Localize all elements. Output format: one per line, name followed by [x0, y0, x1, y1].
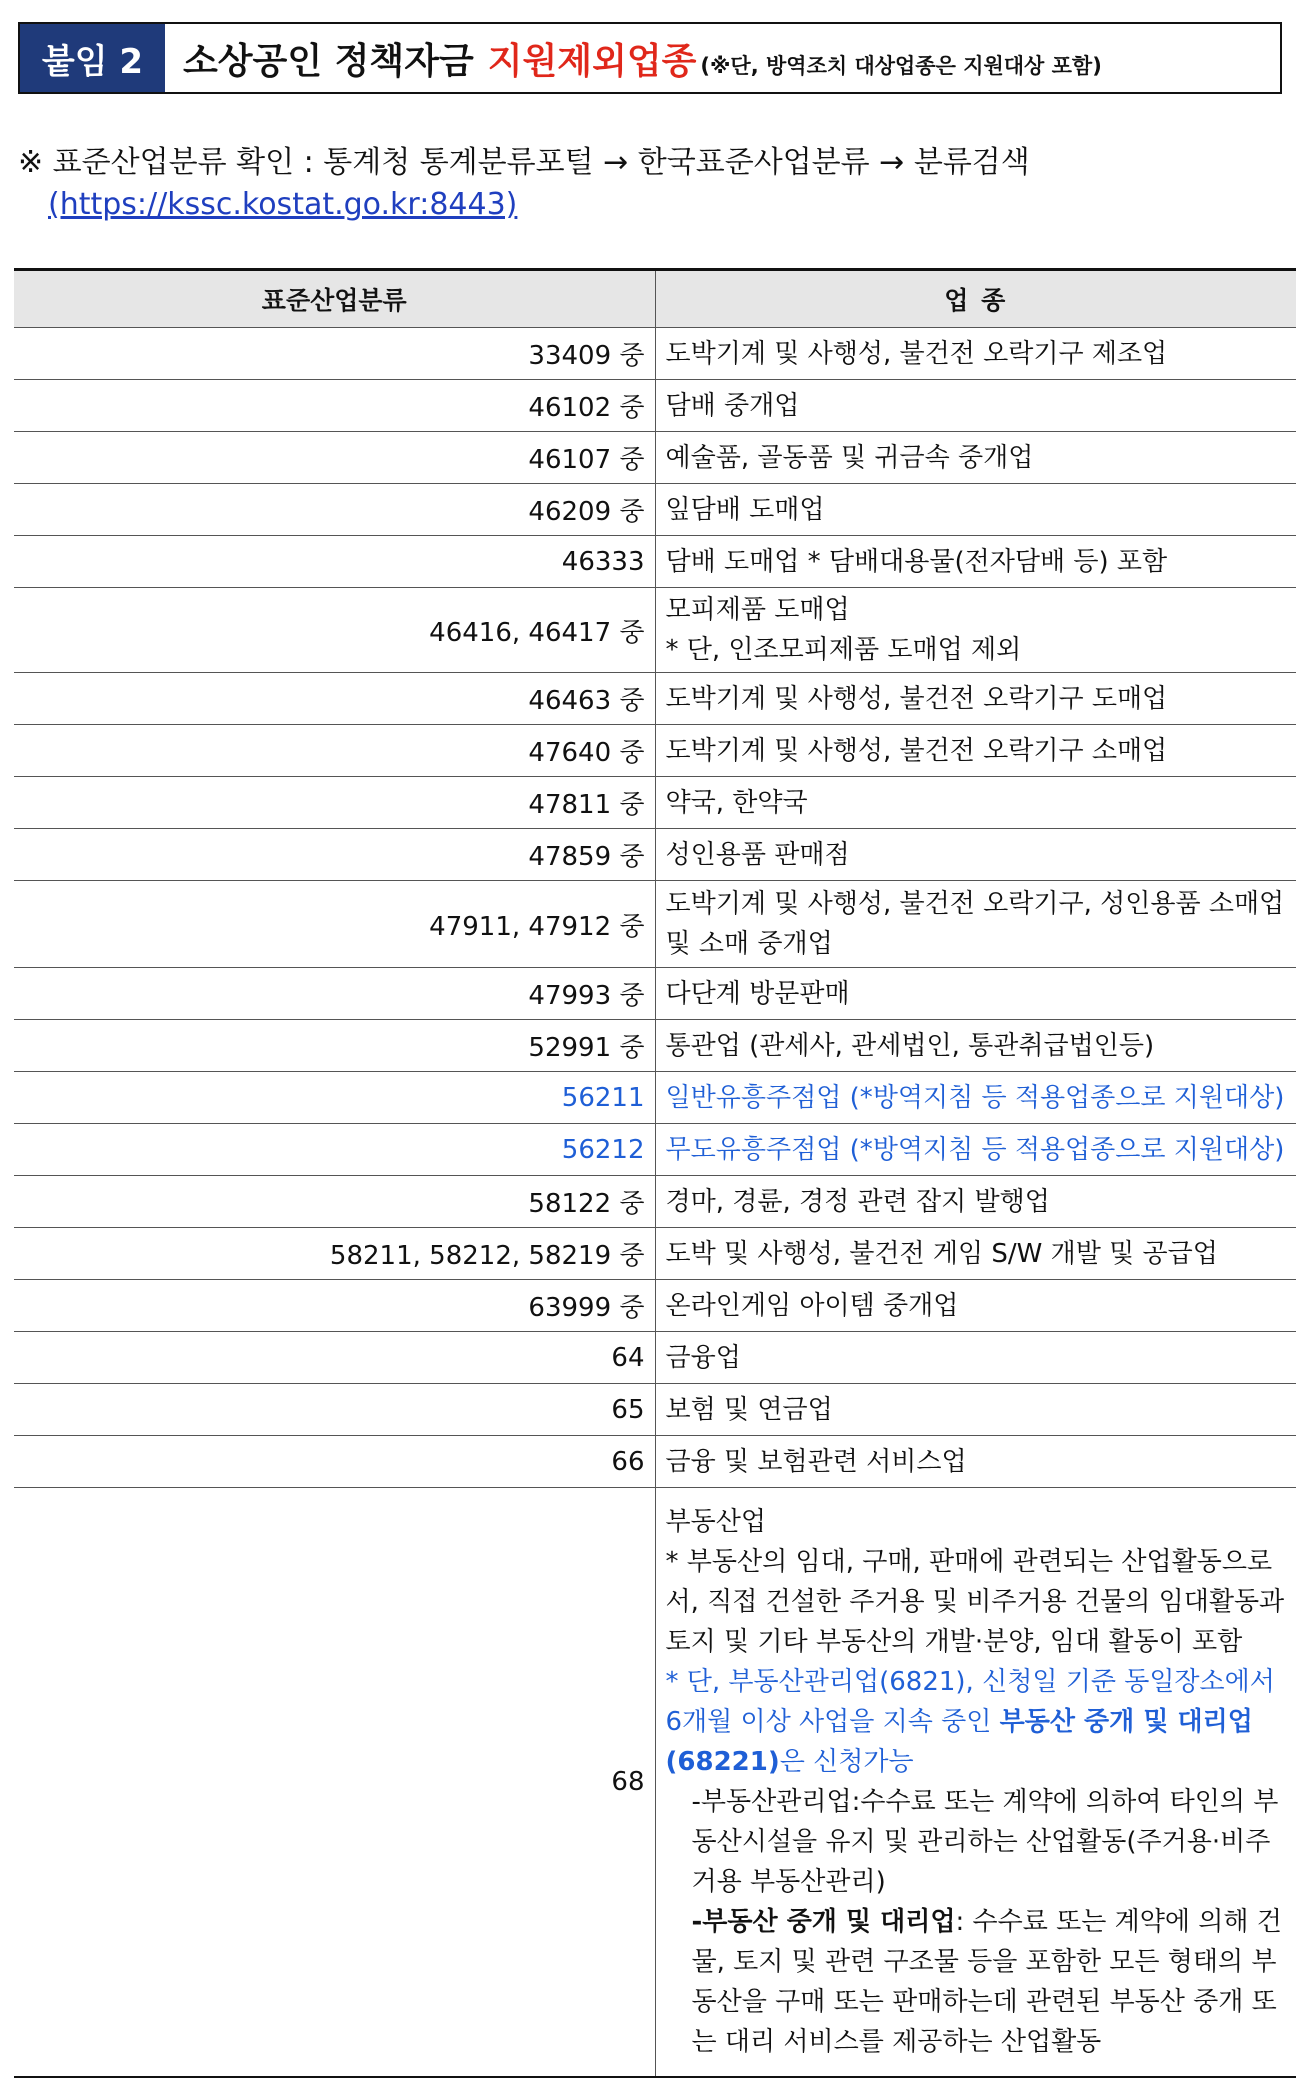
code-cell: 58122 중	[14, 1176, 655, 1228]
desc-cell: 다단계 방문판매	[655, 968, 1296, 1020]
desc-cell: 성인용품 판매점	[655, 829, 1296, 881]
table-row	[14, 1488, 1296, 2078]
desc-cell: 모피제품 도매업 * 단, 인조모피제품 도매업 제외	[655, 588, 1296, 673]
desc-cell: 도박기계 및 사행성, 불건전 오락기구, 성인용품 소매업 및 소매 중개업	[655, 881, 1296, 968]
table-row	[14, 484, 1296, 536]
desc-cell: 담배 중개업	[655, 380, 1296, 432]
table-row	[14, 1072, 1296, 1124]
code-cell: 47993 중	[14, 968, 655, 1020]
attachment-badge: 붙임 2	[20, 24, 165, 92]
desc-cell: 잎담배 도매업	[655, 484, 1296, 536]
page-title	[165, 33, 1102, 84]
table-row	[14, 673, 1296, 725]
code-cell: 46463 중	[14, 673, 655, 725]
header-industry: 업 종	[655, 270, 1296, 328]
table-header-row	[14, 270, 1296, 328]
header-code: 표준산업분류	[14, 270, 655, 328]
reference-note	[18, 142, 1288, 226]
table-row	[14, 432, 1296, 484]
table-row	[14, 1436, 1296, 1488]
desc-cell: 통관업 (관세사, 관세법인, 통관취급법인등)	[655, 1020, 1296, 1072]
desc-cell: 담배 도매업 * 담배대용물(전자담배 등) 포함	[655, 536, 1296, 588]
desc-cell: 도박기계 및 사행성, 불건전 오락기구 도매업	[655, 673, 1296, 725]
code-cell: 46416, 46417 중	[14, 588, 655, 673]
table-row	[14, 1332, 1296, 1384]
table-row	[14, 1020, 1296, 1072]
table-row	[14, 1280, 1296, 1332]
code-cell: 46102 중	[14, 380, 655, 432]
code-cell: 64	[14, 1332, 655, 1384]
real-estate-detail-2: -부동산 중개 및 대리업: 수수료 또는 계약에 의해 건물, 토지 및 관련 구조물 등을 포함한 모든 형태의 부동산을 구매 또는 판매하는데 관련된 부동산 중개 또는 대리 서비스를 제공하는 산업활동	[691, 1907, 1282, 2057]
real-estate-detail-1: -부동산관리업:수수료 또는 계약에 의하여 타인의 부동산시설을 유지 및 관리하는 산업활동(주거용·비주거용 부동산관리)	[691, 1787, 1279, 1897]
desc-cell: 보험 및 연금업	[655, 1384, 1296, 1436]
page-header	[18, 22, 1282, 94]
table-row	[14, 725, 1296, 777]
code-cell: 46107 중	[14, 432, 655, 484]
real-estate-bullet-2: * 단, 부동산관리업(6821), 신청일 기준 동일장소에서 6개월 이상 사업을 지속 중인 부동산 중개 및 대리업(68221)은 신청가능	[665, 1667, 1275, 1777]
code-cell: 47859 중	[14, 829, 655, 881]
desc-cell: 도박기계 및 사행성, 불건전 오락기구 소매업	[655, 725, 1296, 777]
code-cell: 46333	[14, 536, 655, 588]
table-row	[14, 1228, 1296, 1280]
table-row	[14, 1176, 1296, 1228]
code-cell: 47640 중	[14, 725, 655, 777]
desc-cell: 온라인게임 아이템 중개업	[655, 1280, 1296, 1332]
desc-cell: 약국, 한약국	[655, 777, 1296, 829]
code-cell: 56212	[14, 1124, 655, 1176]
desc-cell: 도박기계 및 사행성, 불건전 오락기구 제조업	[655, 328, 1296, 380]
code-cell: 66	[14, 1436, 655, 1488]
desc-cell: 무도유흥주점업 (*방역지침 등 적용업종으로 지원대상)	[655, 1124, 1296, 1176]
desc-cell: 예술품, 골동품 및 귀금속 중개업	[655, 432, 1296, 484]
table-row	[14, 968, 1296, 1020]
code-cell: 46209 중	[14, 484, 655, 536]
table-row	[14, 380, 1296, 432]
title-note: (※단, 방역조치 대상업종은 지원대상 포함)	[700, 53, 1102, 78]
table-row	[14, 1124, 1296, 1176]
desc-cell: 금융업	[655, 1332, 1296, 1384]
code-cell: 63999 중	[14, 1280, 655, 1332]
table-row	[14, 536, 1296, 588]
code-cell: 56211	[14, 1072, 655, 1124]
excluded-industries-table	[14, 268, 1296, 2078]
code-cell: 33409 중	[14, 328, 655, 380]
desc-cell: 금융 및 보험관련 서비스업	[655, 1436, 1296, 1488]
table-row	[14, 829, 1296, 881]
table-row	[14, 881, 1296, 968]
code-cell: 47911, 47912 중	[14, 881, 655, 968]
code-cell: 65	[14, 1384, 655, 1436]
desc-cell	[655, 1488, 1296, 2078]
table-row	[14, 328, 1296, 380]
code-cell: 52991 중	[14, 1020, 655, 1072]
desc-cell: 경마, 경륜, 경정 관련 잡지 발행업	[655, 1176, 1296, 1228]
desc-cell: 일반유흥주점업 (*방역지침 등 적용업종으로 지원대상)	[655, 1072, 1296, 1124]
note-text: ※ 표준산업분류 확인 : 통계청 통계분류포털 → 한국표준사업분류 → 분류검색	[18, 145, 1030, 180]
table-row	[14, 588, 1296, 673]
real-estate-title: 부동산업	[665, 1507, 766, 1537]
code-cell: 58211, 58212, 58219 중	[14, 1228, 655, 1280]
desc-cell: 도박 및 사행성, 불건전 게임 S/W 개발 및 공급업	[655, 1228, 1296, 1280]
table-row	[14, 1384, 1296, 1436]
kssc-link[interactable]: (https://kssc.kostat.go.kr:8443)	[48, 187, 518, 222]
title-main: 소상공인 정책자금	[183, 40, 474, 82]
table-row	[14, 777, 1296, 829]
real-estate-bullet-1: * 부동산의 임대, 구매, 판매에 관련되는 산업활동으로서, 직접 건설한 주거용 및 비주거용 건물의 임대활동과 토지 및 기타 부동산의 개발·분양, 임대 활동이 포함	[665, 1547, 1285, 1657]
code-cell: 68	[14, 1488, 655, 2078]
code-cell: 47811 중	[14, 777, 655, 829]
title-highlight: 지원제외업종	[487, 40, 697, 82]
